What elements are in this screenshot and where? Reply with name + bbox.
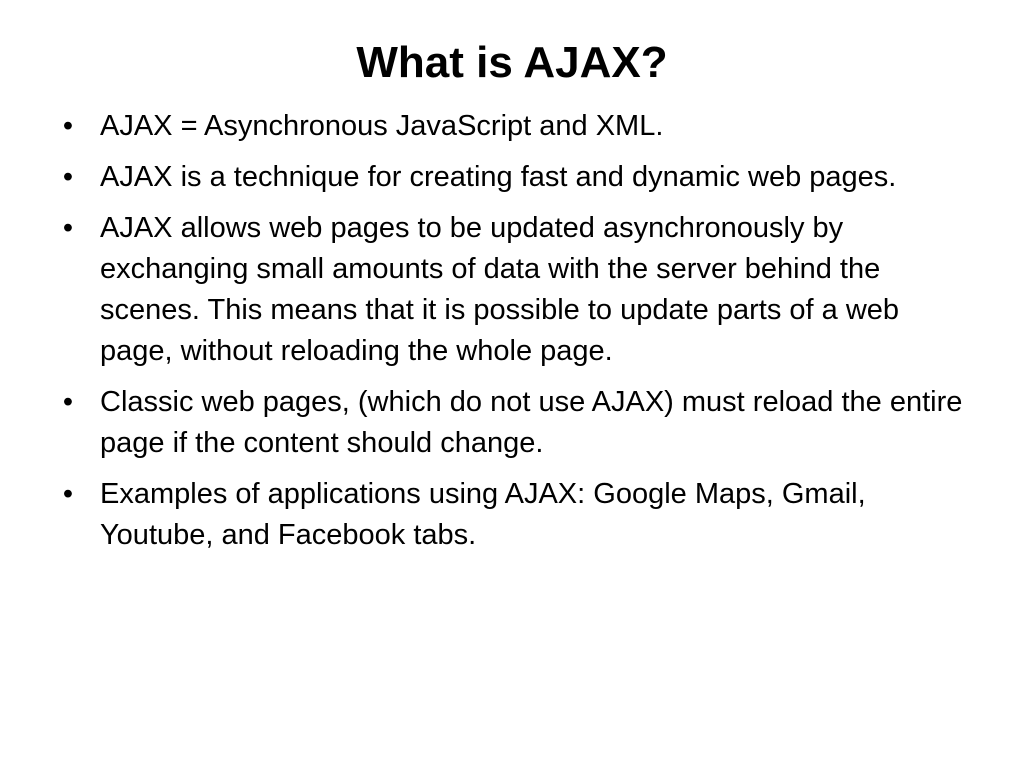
bullet-text: AJAX allows web pages to be updated asynchronously by exchanging small amounts of data with the server behind the scenes. This means that it is possible to update parts of a web page, without reloading the whole page. [100, 212, 900, 367]
bullet-dot-icon: • [62, 386, 74, 418]
bullet-text: AJAX = Asynchronous JavaScript and XML. [100, 110, 664, 142]
bullet-item [58, 208, 963, 372]
bullet-dot-icon: • [62, 110, 74, 142]
bullet-text: Examples of applications using AJAX: Google Maps, Gmail, Youtube, and Facebook tabs. [100, 478, 866, 551]
bullet-text: Classic web pages, (which do not use AJAX) must reload the entire page if the content should change. [100, 386, 963, 459]
bullet-dot-icon: • [62, 212, 74, 244]
bullet-dot-icon: • [62, 478, 74, 510]
bullet-item [58, 382, 963, 464]
bullet-item [58, 157, 963, 198]
bullet-text: AJAX is a technique for creating fast and dynamic web pages. [100, 161, 897, 193]
bullet-list [58, 106, 963, 566]
bullet-item [58, 106, 963, 147]
bullet-item [58, 474, 963, 556]
bullet-dot-icon: • [62, 161, 74, 193]
slide-title: What is AJAX? [356, 38, 668, 87]
